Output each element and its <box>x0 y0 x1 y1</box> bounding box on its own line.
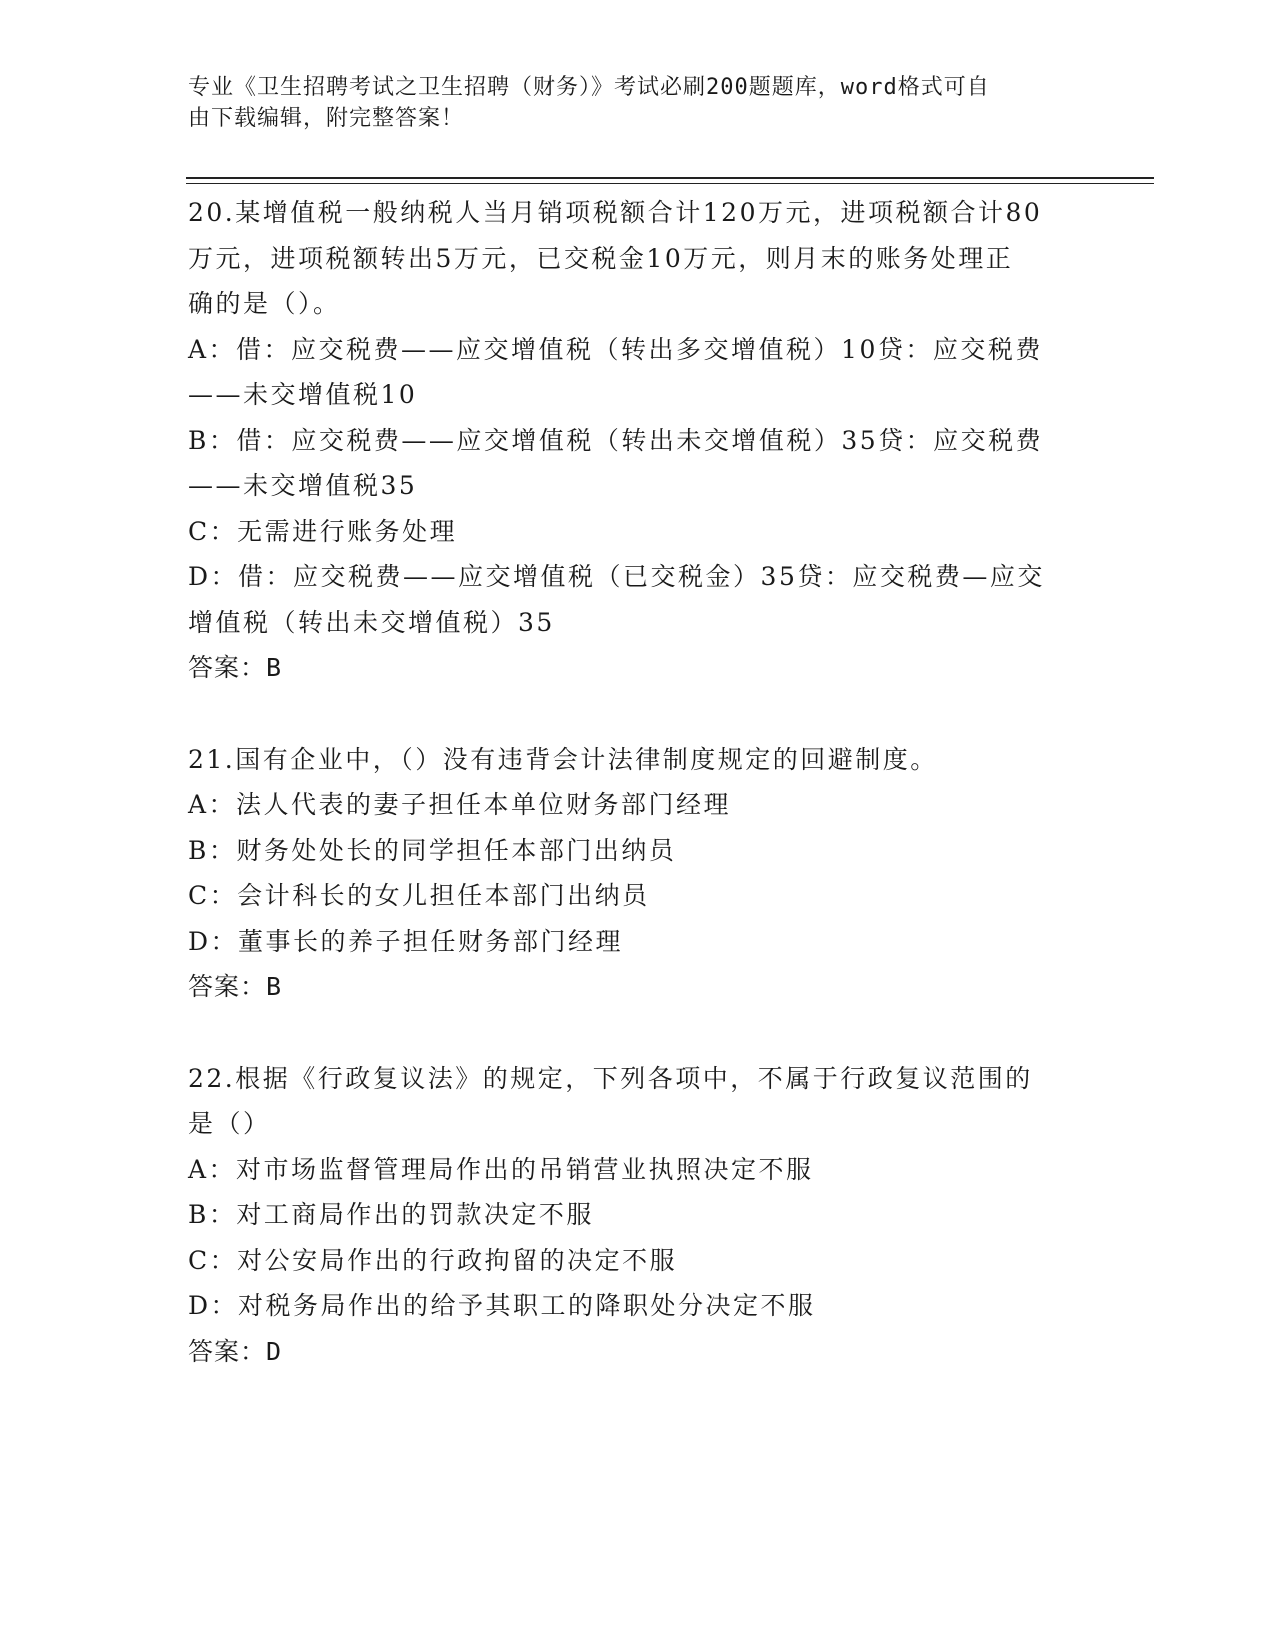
header-divider-thick <box>186 177 1154 179</box>
answer-label: 答案： <box>188 1336 267 1366</box>
header-divider-thin <box>186 183 1154 184</box>
option-b: B：财务处处长的同学担任本部门出纳员 <box>188 835 677 865</box>
option-c: C：无需进行账务处理 <box>188 516 458 546</box>
option-a: A：借：应交税费——应交增值税（转出多交增值税）10贷：应交税费 <box>188 334 1043 364</box>
question-item <box>188 1056 1088 1375</box>
answer-label: 答案： <box>188 653 267 682</box>
answer-line <box>188 645 1088 691</box>
answer-value: B <box>266 972 283 1001</box>
answer-line <box>188 964 1088 1010</box>
question-stem-line: 是（） <box>188 1109 271 1138</box>
option-c: C：对公安局作出的行政拘留的决定不服 <box>188 1245 678 1275</box>
question-item <box>188 737 1088 1010</box>
option-d: D：借：应交税费——应交增值税（已交税金）35贷：应交税费—应交 <box>188 562 1045 591</box>
question-stem-line: 确的是（）。 <box>188 289 341 318</box>
document-header <box>188 72 1068 134</box>
option-d: D：对税务局作出的给予其职工的降职处分决定不服 <box>188 1291 816 1320</box>
question-stem-line: 22.根据《行政复议法》的规定，下列各项中，不属于行政复议范围的 <box>188 1063 1033 1093</box>
option-c: C：会计科长的女儿担任本部门出纳员 <box>188 881 650 910</box>
option-b: B：对工商局作出的罚款决定不服 <box>188 1200 594 1229</box>
question-stem-line: 21.国有企业中，（）没有违背会计法律制度规定的回避制度。 <box>188 744 938 774</box>
option-b: B：借：应交税费——应交增值税（转出未交增值税）35贷：应交税费 <box>188 425 1044 455</box>
question-stem-line: 万元，进项税额转出5万元，已交税金10万元，则月末的账务处理正 <box>188 243 1014 273</box>
question-stem-line: 20.某增值税一般纳税人当月销项税额合计120万元，进项税额合计80 <box>188 198 1043 227</box>
option-d-continued: 增值税（转出未交增值税）35 <box>188 607 555 637</box>
answer-line <box>188 1329 1088 1375</box>
option-a: A：法人代表的妻子担任本单位财务部门经理 <box>188 790 732 819</box>
answer-label: 答案： <box>188 972 267 1001</box>
header-intro-line: 专业《卫生招聘考试之卫生招聘（财务）》考试必刷200题题库，word格式可自 <box>188 75 990 100</box>
option-d: D：董事长的养子担任财务部门经理 <box>188 926 624 956</box>
header-intro-line: 由下载编辑，附完整答案！ <box>188 106 465 131</box>
option-a-continued: ——未交增值税10 <box>188 380 418 409</box>
question-item <box>188 190 1088 691</box>
answer-value: D <box>266 1336 283 1366</box>
option-a: A：对市场监督管理局作出的吊销营业执照决定不服 <box>188 1154 814 1184</box>
question-list <box>188 190 1088 1420</box>
option-b-continued: ——未交增值税35 <box>188 471 418 500</box>
answer-value: B <box>266 653 283 682</box>
